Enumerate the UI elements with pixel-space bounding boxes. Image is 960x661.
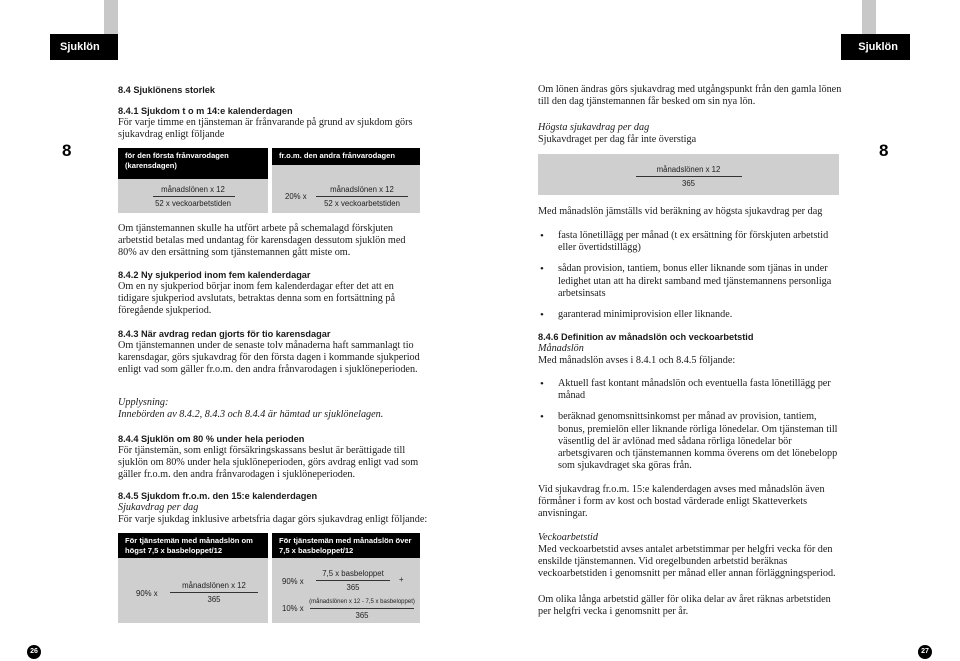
section-8-4-4-text: För tjänstemän, som enligt försäkringskassans beslut är berättigade till sjuklön om 80% under hela sjuklöneperioden, görs avdrag enligt vad som gäller fr.o.m. den andra frånvarodagen i sjuklöneperioden. xyxy=(118,445,419,481)
section-8-4-1-intro: För varje timme en tjänsteman är frånvarande på grund av sjukdom görs sjukavdrag enligt följande xyxy=(118,117,413,141)
left-running-header xyxy=(50,34,118,60)
formula-box-karensdag-head: för den första frånvarodagen (karensdagen) xyxy=(118,148,268,179)
formula-numerator: månadslönen x 12 xyxy=(330,185,394,194)
formula-numerator: månadslönen x 12 xyxy=(656,165,721,174)
jamstalls-text: Med månadslön jämställs vid beräkning av högsta sjukavdrag per dag xyxy=(538,206,823,217)
formula-box-over-head: För tjänstemän med månadslön över 7,5 x basbeloppet/12 xyxy=(272,533,420,558)
fraction-line xyxy=(170,592,258,593)
section-8-4-5-title: 8.4.5 Sjukdom fr.o.m. den 15:e kalenderdagen xyxy=(118,491,318,501)
fraction-line xyxy=(316,196,408,197)
formula-numerator: månadslönen x 12 xyxy=(161,185,225,194)
section-8-4-2-text: Om en ny sjukperiod börjar inom fem kalenderdagar efter det att en tidigare sjukperiod avslutats, betraktas denna som en fortsättning på föregående sjukperiod. xyxy=(118,281,395,317)
right-chapter-number: 8 xyxy=(879,141,889,160)
right-running-header xyxy=(841,34,910,60)
fraction-line xyxy=(153,196,235,197)
list-item: • sådan provision, tantiem, bonus eller liknande som tjänas in under ledighet utan att ha direkt samband med tjänstemannens personliga arbetsinsats xyxy=(538,263,844,300)
section-8-4-6-title: 8.4.6 Definition av månadslön och veckoarbetstid xyxy=(538,332,754,342)
formula-denominator: 365 xyxy=(681,179,695,188)
right-intro: Om lönen ändras görs sjukavdrag med utgångspunkt från den gamla lönen till den dag tjänstemannen får besked om sin nya lön. xyxy=(538,84,842,108)
left-header-title: Sjuklön xyxy=(60,41,100,53)
formula-prefix: 10% x xyxy=(282,604,304,613)
formula-denominator: 52 x veckoarbetstiden xyxy=(324,199,400,208)
hogsta-text: Sjukavdraget per dag får inte överstiga xyxy=(538,134,697,145)
fraction-line xyxy=(636,176,742,177)
manadslon-text: Med månadslön avses i 8.4.1 och 8.4.5 följande: xyxy=(538,355,736,366)
section-8-4-5-text: För varje sjukdag inklusive arbetsfria dagar görs sjukavdrag enligt följande: xyxy=(118,514,428,525)
formula-prefix: 90% x xyxy=(136,589,158,598)
manadslon-label: Månadslön xyxy=(538,343,584,354)
formula-box-andra-dagen-head: fr.o.m. den andra frånvarodagen xyxy=(272,148,420,165)
formula-numerator: 7,5 x basbeloppet xyxy=(322,569,384,578)
list-item: • Aktuell fast kontant månadslön och eventuella fasta lönetillägg per månad xyxy=(538,378,844,402)
section-8-4-3-title: 8.4.3 När avdrag redan gjorts för tio karensdagar xyxy=(118,329,331,339)
section-8-4-3-text: Om tjänstemannen under de senaste tolv månaderna haft sammanlagt tio karensdagar, görs sjukavdrag för den första dagen i kommande sjukperiod enligt vad som gäller fr.o.m. den andra frånvarodagen i sjuklöneperioden. xyxy=(118,340,420,376)
formula-box-karensdag xyxy=(118,148,268,213)
right-tab-marker xyxy=(862,0,876,34)
formula-prefix: 20% x xyxy=(285,192,307,201)
left-chapter-number: 8 xyxy=(62,141,72,160)
formula-box-hogst-head: För tjänstemän med månadslön om högst 7,5 x basbeloppet/12 xyxy=(118,533,268,558)
section-8-4-1-title: 8.4.1 Sjukdom t o m 14:e kalenderdagen xyxy=(118,106,293,116)
formula-box-hogsta xyxy=(538,154,839,195)
list-item: • fasta lönetillägg per månad (t ex ersättning för förskjuten arbetstid eller övertidstillägg) xyxy=(538,230,844,254)
formula-box-andra-dagen xyxy=(272,148,420,213)
formula-box-over xyxy=(272,533,420,623)
section-8-4-4-title: 8.4.4 Sjuklön om 80 % under hela perioden xyxy=(118,434,305,444)
formula-numerator: (månadslönen x 12 - 7,5 x basbeloppet) xyxy=(309,599,415,605)
formula-denominator: 365 xyxy=(207,595,221,604)
formula-prefix: 90% x xyxy=(282,577,304,586)
vid-sjukavdrag-text: Vid sjukavdrag fr.o.m. 15:e kalenderdagen avses med månadslön även förmåner i form av kost och bostad värderade enligt Skatteverkets anvisningar. xyxy=(538,484,825,520)
upplysning-text: Innebörden av 8.4.2, 8.4.3 och 8.4.4 är hämtad ur sjuklönelagen. xyxy=(118,409,384,420)
jamstalls-list xyxy=(538,230,844,330)
formula-denominator: 52 x veckoarbetstiden xyxy=(155,199,231,208)
formula-numerator: månadslönen x 12 xyxy=(182,581,246,590)
right-page-number: 27 xyxy=(918,645,932,659)
fraction-line xyxy=(316,580,390,581)
manadslon-list xyxy=(538,378,844,481)
left-page-number: 26 xyxy=(27,645,41,659)
section-8-4-5-subtitle: Sjukavdrag per dag xyxy=(118,502,199,513)
section-8-4-1-paragraph: Om tjänstemannen skulle ha utfört arbete på schemalagd förskjuten arbetstid betalas med undantag för karensdagen dessutom sjuklön med 80% av den ersättning som tjänstemannen gått miste om. xyxy=(118,223,406,259)
hogsta-label: Högsta sjukavdrag per dag xyxy=(538,122,650,133)
plus-sign: + xyxy=(399,575,404,584)
left-tab-marker xyxy=(104,0,118,34)
veckoarbetstid-label: Veckoarbetstid xyxy=(538,532,598,543)
list-item: • garanterad minimiprovision eller liknande. xyxy=(538,309,844,321)
formula-box-hogst xyxy=(118,533,268,623)
veckoarbetstid-text: Med veckoarbetstid avses antalet arbetstimmar per helgfri vecka för den enskilde tjänstemannen. Vid oregelbunden arbetstid beräknas veckoarbetstiden i genomsnitt per månad eller annan förläggningsperiod. xyxy=(538,544,836,580)
formula-denominator: 365 xyxy=(346,583,360,592)
fraction-line xyxy=(310,608,414,609)
upplysning-label: Upplysning: xyxy=(118,397,169,408)
section-8-4-2-title: 8.4.2 Ny sjukperiod inom fem kalenderdagar xyxy=(118,270,311,280)
formula-denominator: 365 xyxy=(355,611,369,620)
section-8-4-title: 8.4 Sjuklönens storlek xyxy=(118,85,216,95)
right-header-title: Sjuklön xyxy=(858,41,898,53)
list-item: • beräknad genomsnittsinkomst per månad av provision, tantiem, bonus, premielön eller liknande rörliga lönedelar. Om tjänsteman till väsentlig del är avlönad med sådana rörliga lönedelar bör arbetsgivaren och tjänstemannen komma överens om det lönebelopp som sjukavdraget ska göras från. xyxy=(538,411,844,472)
olika-arbetstid-text: Om olika långa arbetstid gäller för olika delar av året räknas arbetstiden per helgfri vecka i genomsnitt per år. xyxy=(538,594,831,618)
